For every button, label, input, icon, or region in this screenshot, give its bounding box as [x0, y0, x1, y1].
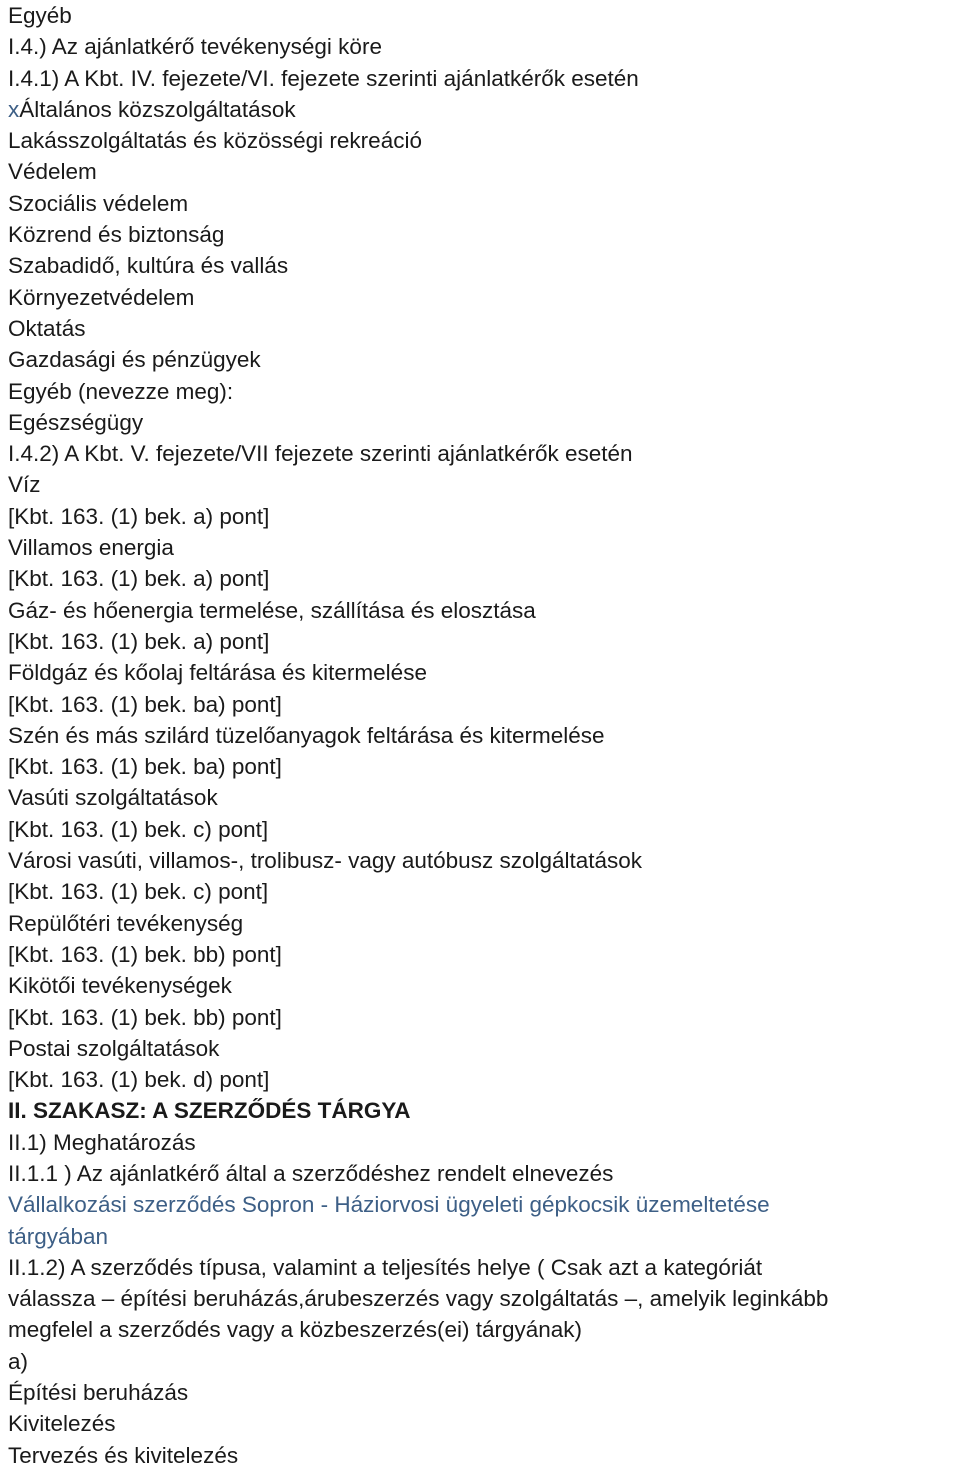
text-line	[8, 344, 960, 375]
line-text: Vállalkozási szerződés Sopron - Háziorvosi ügyeleti gépkocsik üzemeltetése	[8, 1192, 770, 1218]
text-line	[8, 1095, 960, 1126]
text-line	[8, 125, 960, 156]
text-line	[8, 407, 960, 438]
text-line	[8, 939, 960, 970]
text-line	[8, 970, 960, 1001]
text-line	[8, 1283, 960, 1314]
line-text: I.4.1) A Kbt. IV. fejezete/VI. fejezete szerinti ajánlatkérők esetén	[8, 65, 639, 91]
line-text: Víz	[8, 472, 41, 498]
line-text: Védelem	[8, 159, 97, 185]
text-line	[8, 31, 960, 62]
text-line	[8, 1064, 960, 1095]
text-line	[8, 156, 960, 187]
checkbox-mark: x	[8, 96, 20, 122]
line-text: II.1.1 ) Az ajánlatkérő által a szerződéshez rendelt elnevezés	[8, 1160, 614, 1186]
text-line	[8, 282, 960, 313]
line-text: tárgyában	[8, 1223, 109, 1249]
text-line	[8, 1158, 960, 1189]
line-text: II.1.2) A szerződés típusa, valamint a teljesítés helye ( Csak azt a kategóriát	[8, 1254, 763, 1280]
text-line	[8, 1127, 960, 1158]
line-text: II. SZAKASZ: A SZERZŐDÉS TÁRGYA	[8, 1098, 411, 1124]
line-text: válassza – építési beruházás,árubeszerzés vagy szolgáltatás –, amelyik leginkább	[8, 1286, 829, 1312]
line-text: Környezetvédelem	[8, 284, 195, 310]
line-text: Repülőtéri tevékenység	[8, 910, 244, 936]
text-line	[8, 1033, 960, 1064]
text-line	[8, 814, 960, 845]
text-line	[8, 751, 960, 782]
line-text: Városi vasúti, villamos-, trolibusz- vagy autóbusz szolgáltatások	[8, 848, 643, 874]
line-text: Általános közszolgáltatások	[19, 96, 296, 122]
text-line	[8, 250, 960, 281]
line-text: Gazdasági és pénzügyek	[8, 347, 261, 373]
text-line	[8, 188, 960, 219]
text-line	[8, 657, 960, 688]
text-line	[8, 908, 960, 939]
text-line	[8, 501, 960, 532]
text-line	[8, 1252, 960, 1283]
text-line	[8, 563, 960, 594]
line-text: Építési beruházás	[8, 1380, 189, 1406]
line-text: [Kbt. 163. (1) bek. ba) pont]	[8, 691, 282, 717]
line-text: Villamos energia	[8, 535, 174, 561]
line-text: [Kbt. 163. (1) bek. c) pont]	[8, 879, 269, 905]
line-text: [Kbt. 163. (1) bek. d) pont]	[8, 1067, 270, 1093]
text-line	[8, 313, 960, 344]
line-text: Gáz- és hőenergia termelése, szállítása és elosztása	[8, 597, 536, 623]
line-text: a)	[8, 1348, 29, 1374]
line-text: Egészségügy	[8, 409, 144, 435]
line-text: Szén és más szilárd tüzelőanyagok feltárása és kitermelése	[8, 722, 605, 748]
text-line	[8, 1221, 960, 1252]
text-line	[8, 376, 960, 407]
line-text: Oktatás	[8, 315, 86, 341]
line-text: Vasúti szolgáltatások	[8, 785, 218, 811]
line-text: II.1) Meghatározás	[8, 1129, 196, 1155]
text-line	[8, 845, 960, 876]
line-text: Közrend és biztonság	[8, 222, 225, 248]
text-line	[8, 1314, 960, 1345]
line-text: Postai szolgáltatások	[8, 1035, 220, 1061]
line-text: Földgáz és kőolaj feltárása és kitermelése	[8, 660, 427, 686]
text-line	[8, 532, 960, 563]
text-line	[8, 1189, 960, 1220]
text-line	[8, 94, 960, 125]
line-text: Egyéb (nevezze meg):	[8, 378, 234, 404]
text-line	[8, 1408, 960, 1439]
line-text: Kikötői tevékenységek	[8, 973, 232, 999]
text-line	[8, 720, 960, 751]
text-line	[8, 0, 960, 31]
line-text: Szociális védelem	[8, 190, 189, 216]
line-text: Tervezés és kivitelezés	[8, 1442, 239, 1468]
text-line	[8, 595, 960, 626]
line-text: Kivitelezés	[8, 1411, 116, 1437]
text-line	[8, 876, 960, 907]
text-line	[8, 1377, 960, 1408]
text-line	[8, 1346, 960, 1377]
line-text: [Kbt. 163. (1) bek. a) pont]	[8, 503, 270, 529]
text-line	[8, 689, 960, 720]
text-line	[8, 1440, 960, 1471]
line-text: megfelel a szerződés vagy a közbeszerzés(ei) tárgyának)	[8, 1317, 583, 1343]
line-text: Lakásszolgáltatás és közösségi rekreáció	[8, 128, 422, 154]
line-text: I.4.2) A Kbt. V. fejezete/VII fejezete szerinti ajánlatkérők esetén	[8, 441, 633, 467]
text-line	[8, 782, 960, 813]
text-line	[8, 63, 960, 94]
line-text: [Kbt. 163. (1) bek. a) pont]	[8, 628, 270, 654]
line-text: [Kbt. 163. (1) bek. a) pont]	[8, 566, 270, 592]
line-text: [Kbt. 163. (1) bek. ba) pont]	[8, 754, 282, 780]
text-line	[8, 626, 960, 657]
line-text: I.4.) Az ajánlatkérő tevékenységi köre	[8, 34, 382, 60]
line-text: Szabadidő, kultúra és vallás	[8, 253, 289, 279]
line-text: [Kbt. 163. (1) bek. c) pont]	[8, 816, 269, 842]
line-text: Egyéb	[8, 3, 72, 28]
line-text: [Kbt. 163. (1) bek. bb) pont]	[8, 941, 282, 967]
text-line	[8, 1002, 960, 1033]
line-text: [Kbt. 163. (1) bek. bb) pont]	[8, 1004, 282, 1030]
text-line	[8, 219, 960, 250]
text-line	[8, 469, 960, 500]
text-line	[8, 438, 960, 469]
